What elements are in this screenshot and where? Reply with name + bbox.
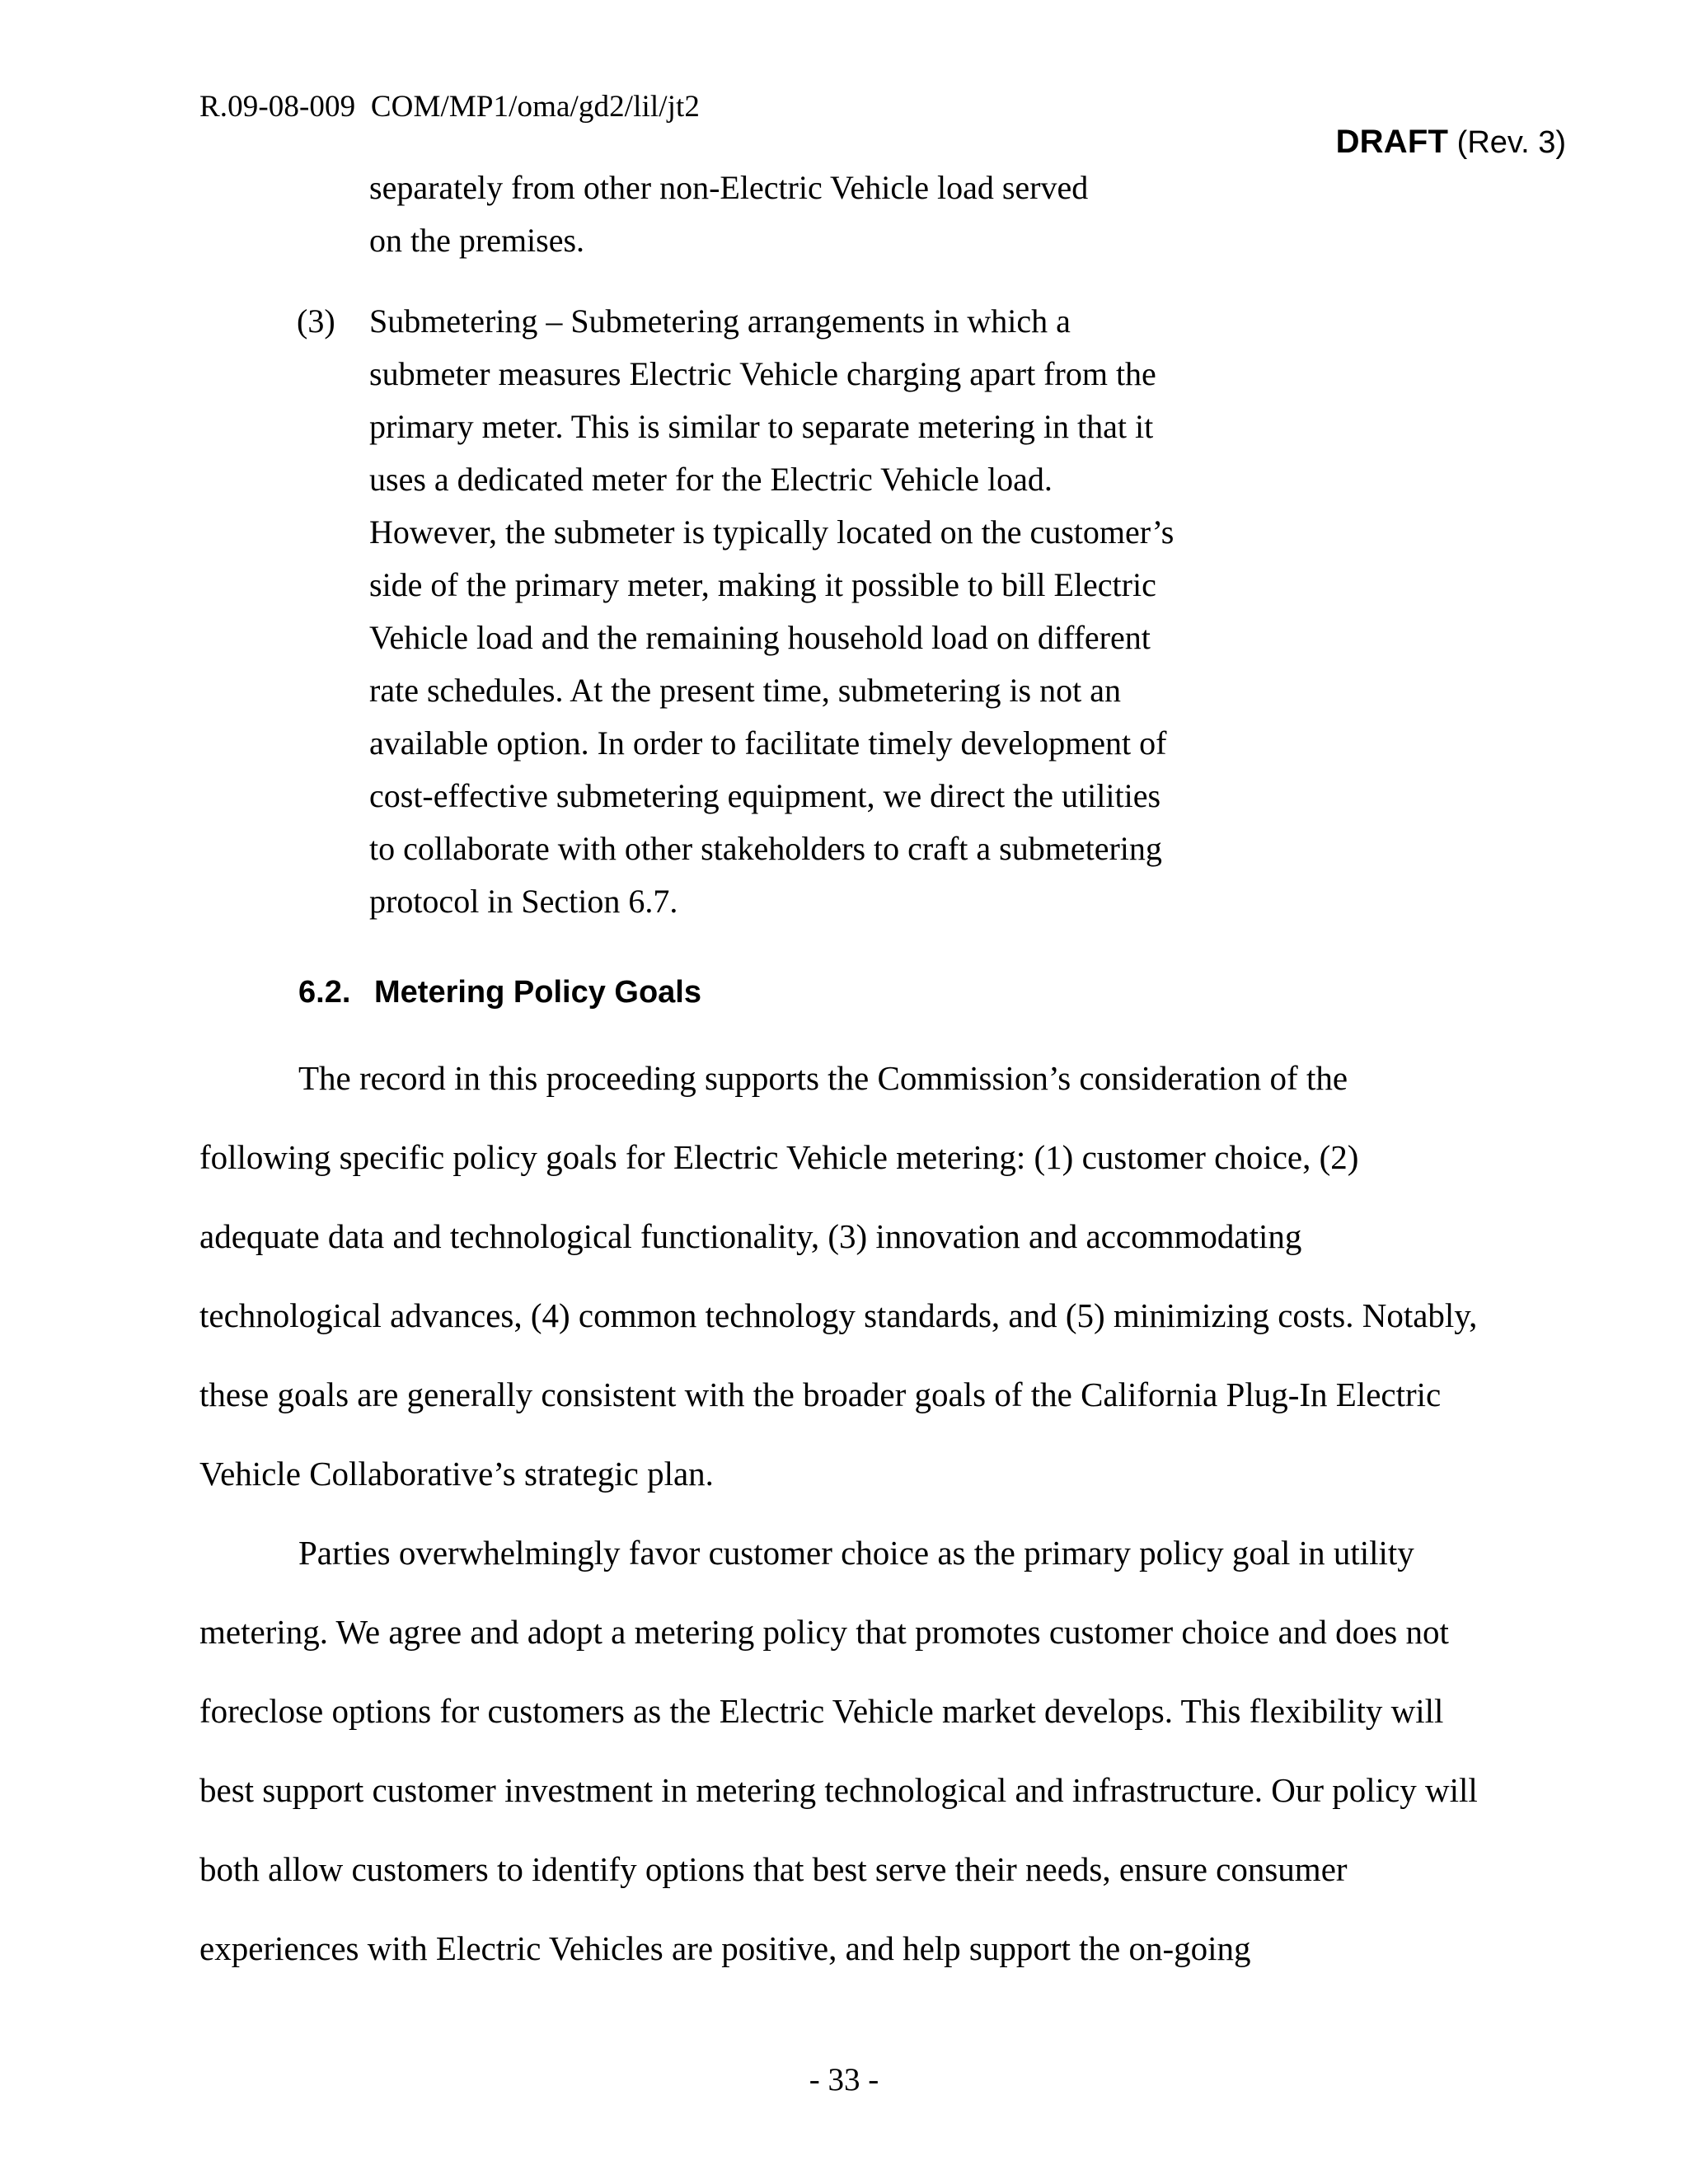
list-item [297, 295, 1185, 928]
quote-continuation-paragraph: separately from other non-Electric Vehicle load served on the premises. [369, 169, 1089, 259]
body-paragraph-1: The record in this proceeding supports the Commission’s consideration of the following specific policy goals for Electric Vehicle metering: (1) customer choice, (2) adequate data and technological functionality, (3) innovation and accommodating technological advances, (4) common technology standards, and (5) minimizing costs. Notably, these goals are generally consistent with the broader goals of the California Plug-In Electric Vehicle Collaborative’s strategic plan. [199, 1059, 1478, 1493]
heading-spacer [0, 1019, 1688, 1038]
section-spacer [0, 928, 1688, 966]
proceeding-identifier: R.09-08-009 COM/MP1/oma/gd2/lil/jt2 [199, 90, 700, 124]
list-item-marker: (3) [297, 302, 335, 340]
section-title: Metering Policy Goals [374, 975, 701, 1010]
list-item-text: Submetering – Submetering arrangements in which a submeter measures Electric Vehicle charging apart from the primary meter. This is similar to separate metering in that it uses a dedicated meter for the Electric Vehicle load. However, the submeter is typically located on the customer’s side of the primary meter, making it possible to bill Electric Vehicle load and the remaining household load on different rate schedules. At the present time, submetering is not an available option. In order to facilitate timely development of cost-effective submetering equipment, we direct the utilities to collaborate with other stakeholders to craft a submetering protocol in Section 6.7. [369, 302, 1175, 920]
indented-quote-block [0, 162, 1688, 928]
revision-word: (Rev. 3) [1448, 125, 1566, 160]
draft-word: DRAFT [1335, 124, 1449, 160]
running-header [199, 89, 1566, 160]
block-spacer [0, 267, 1688, 295]
body-paragraph-2: Parties overwhelmingly favor customer choice as the primary policy goal in utility metering. We agree and adopt a metering policy that promotes customer choice and does not foreclose options for customers as the Electric Vehicle market develops. This flexibility will best support customer investment in metering technological and infrastructure. Our policy will both allow customers to identify options that best serve their needs, ensure consumer experiences with Electric Vehicles are positive, and help support the on-going [199, 1534, 1478, 1967]
page-body [0, 162, 1688, 1988]
page-number-footer: - 33 - [809, 2062, 879, 2097]
section-heading [298, 966, 1688, 1019]
section-number: 6.2. [298, 975, 351, 1010]
